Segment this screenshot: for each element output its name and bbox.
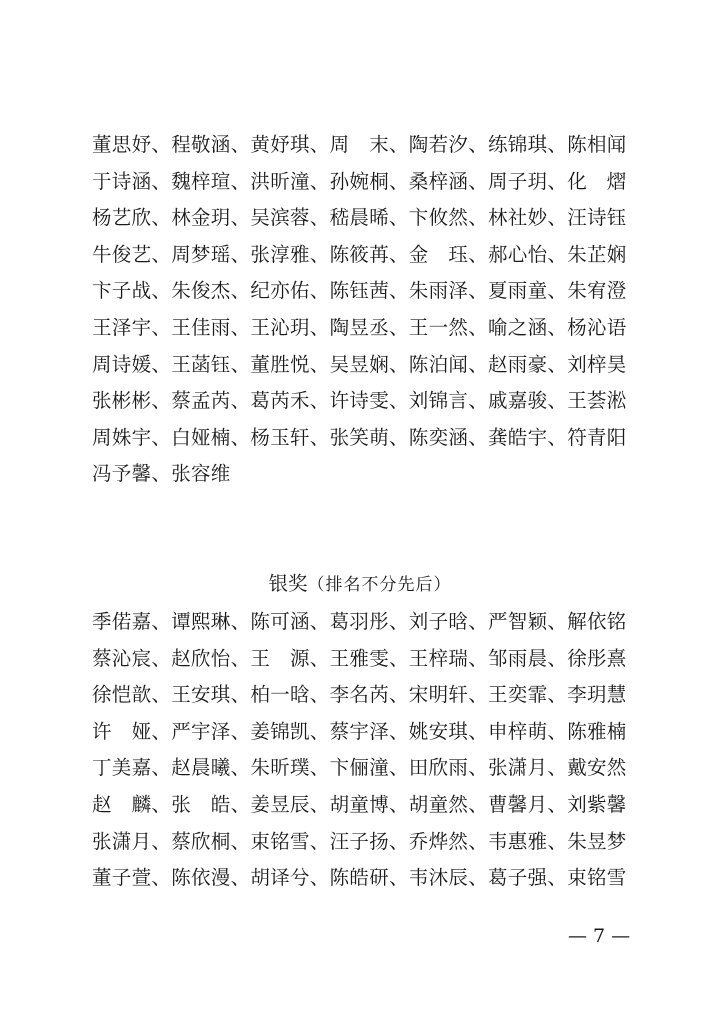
name-line: 周诗媛、王菡钰、董胜悦、吴昱娴、陈泊闻、赵雨豪、刘梓昊 (92, 352, 627, 376)
page-number: — 7 — (568, 925, 631, 947)
name-line: 王泽宇、王佳雨、王沁玥、陶昱丞、王一然、喻之涵、杨沁语 (92, 315, 627, 339)
gold-award-name-list (92, 127, 632, 493)
name-line: 张潇月、蔡欣桐、束铭雪、汪子扬、乔烨然、韦惠雅、朱昱梦 (92, 829, 627, 853)
name-line: 杨艺欣、林金玥、吴滨蓉、嵇晨晞、卞攸然、林社妙、汪诗钰 (92, 206, 627, 230)
name-line: 董思妤、程敬涵、黄妤琪、周 末、陶若汐、练锦琪、陈相闻 (92, 133, 627, 156)
name-line: 牛俊艺、周梦瑶、张淳雅、陈筱苒、金 珏、郝心怡、朱芷娴 (92, 242, 627, 266)
name-line: 蔡沁宸、赵欣怡、王 源、王雅雯、王梓瑞、邹雨晨、徐彤熹 (92, 646, 627, 670)
name-line: 徐恺歆、王安琪、柏一晗、李名芮、宋明轩、王奕霏、李玥慧 (92, 683, 627, 707)
name-line: 董子萱、陈依漫、胡译兮、陈皓研、韦沐辰、葛子强、束铭雪 (92, 866, 627, 890)
silver-award-name-list (92, 604, 632, 897)
name-line: 丁美嘉、赵晨曦、朱昕璞、卞俪潼、田欣雨、张潇月、戴安然 (92, 756, 627, 780)
name-line: 赵 麟、张 皓、姜昱辰、胡童博、胡童然、曹馨月、刘紫馨 (92, 792, 627, 816)
silver-award-title: 银奖 (268, 572, 308, 595)
silver-award-note: （排名不分先后） (307, 575, 452, 595)
name-line: 于诗涵、魏梓瑄、洪昕潼、孙婉桐、桑梓涵、周子玥、化 熠 (92, 169, 627, 193)
name-line: 许 娅、严宇泽、姜锦凯、蔡宇泽、姚安琪、申梓萌、陈雅楠 (92, 719, 627, 743)
name-line: 冯予馨、张容维 (92, 462, 231, 486)
name-line: 张彬彬、蔡孟芮、葛芮禾、许诗雯、刘锦言、戚嘉骏、王荟淞 (92, 389, 627, 413)
silver-award-heading (0, 566, 720, 603)
name-line: 卞子战、朱俊杰、纪亦佑、陈钰茜、朱雨泽、夏雨童、朱宥澄 (92, 279, 627, 303)
name-line: 周姝宇、白娅楠、杨玉轩、张笑萌、陈奕涵、龚皓宇、符青阳 (92, 425, 627, 449)
name-line: 季偌嘉、谭熙琳、陈可涵、葛羽彤、刘子晗、严智颖、解依铭 (92, 610, 627, 633)
